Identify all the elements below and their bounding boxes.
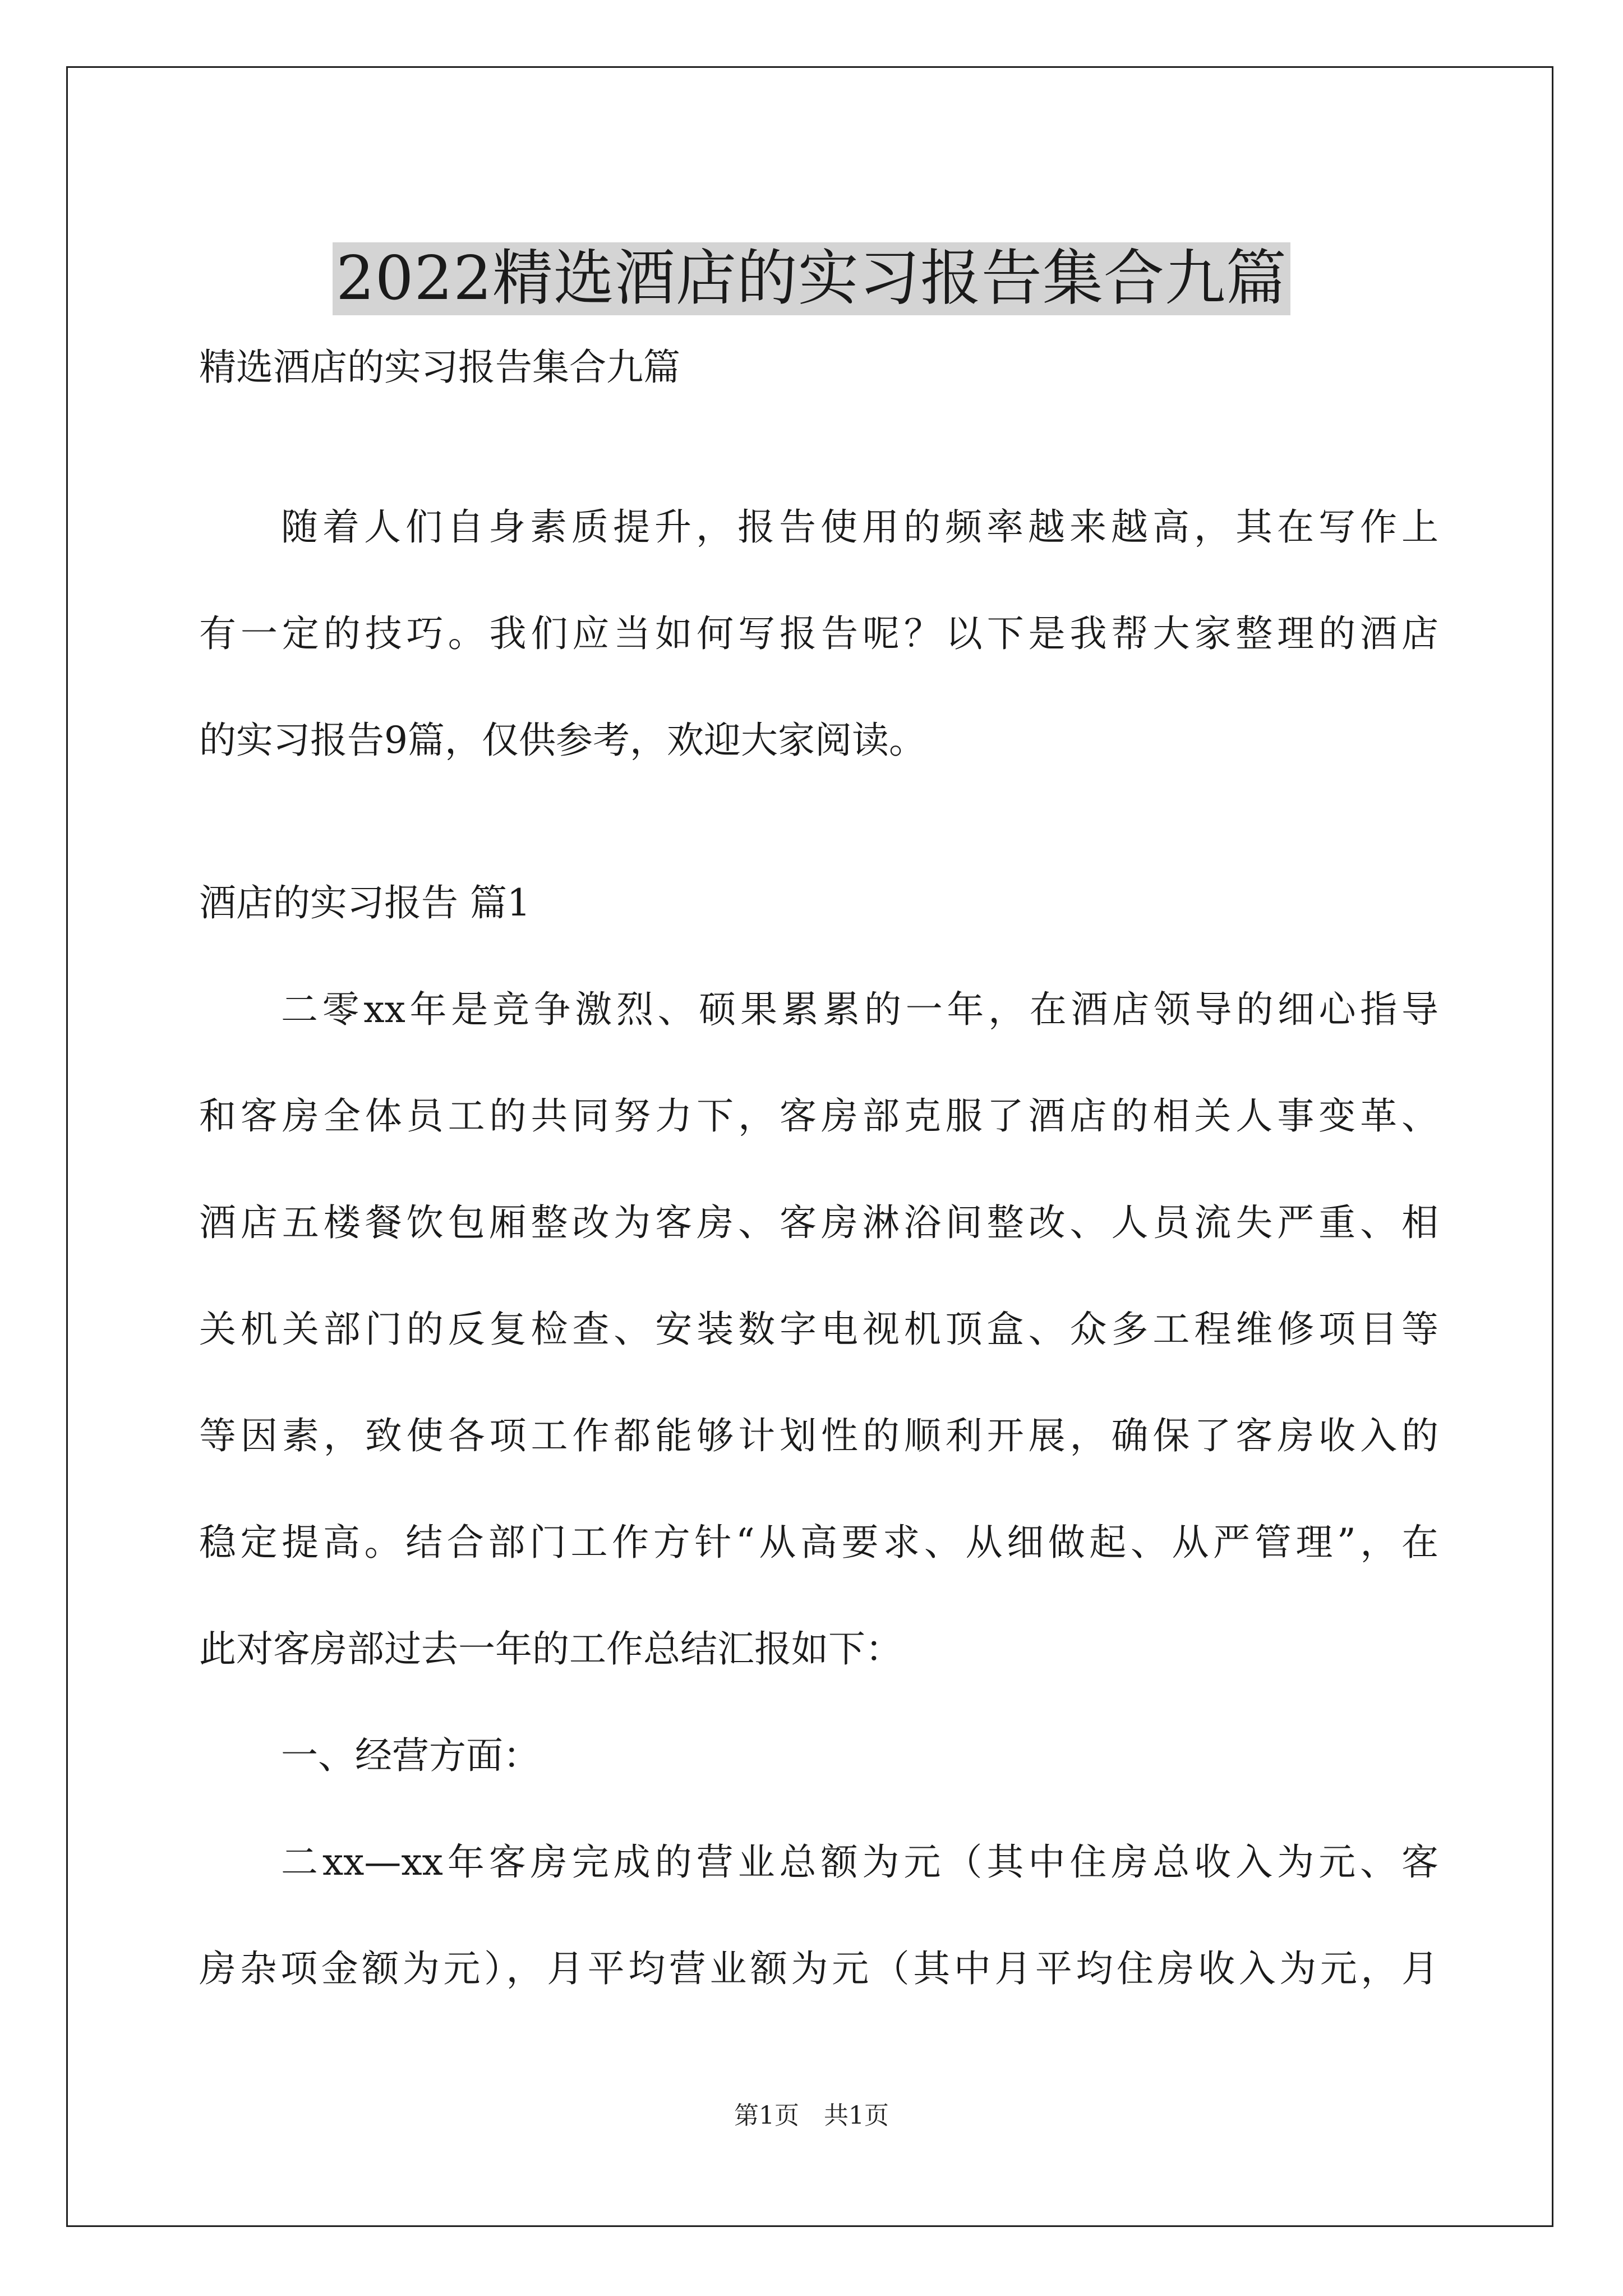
tail-line-2: 房杂项金额为元），月平均营业额为元（其中月平均住房收入为元，月 [199, 1947, 1438, 1990]
page-footer: 第1页 共1页 [734, 2101, 889, 2130]
intro-line-3: 的实习报告9篇，仅供参考，欢迎大家阅读。 [199, 719, 926, 762]
body-line-5: 等因素，致使各项工作都能够计划性的顺利开展，确保了客房收入的 [199, 1414, 1438, 1457]
body-line-7: 此对客房部过去一年的工作总结汇报如下： [199, 1627, 902, 1671]
section-heading: 酒店的实习报告 篇1 [199, 881, 531, 924]
body-line-6: 稳定提高。结合部门工作方针“从高要求、从细做起、从严管理”，在 [199, 1521, 1438, 1564]
body-line-2: 和客房全体员工的共同努力下，客房部克服了酒店的相关人事变革、 [199, 1094, 1438, 1138]
body-line-1: 二零xx年是竞争激烈、硕果累累的一年，在酒店领导的细心指导 [281, 988, 1438, 1031]
body-line-3: 酒店五楼餐饮包厢整改为客房、客房淋浴间整改、人员流失严重、相 [199, 1201, 1438, 1244]
sub-heading: 一、经营方面： [281, 1734, 540, 1777]
tail-line-1: 二xx—xx年客房完成的营业总额为元（其中住房总收入为元、客 [281, 1841, 1438, 1884]
intro-line-2: 有一定的技巧。我们应当如何写报告呢？以下是我帮大家整理的酒店 [199, 612, 1438, 655]
body-line-4: 关机关部门的反复检查、安装数字电视机顶盒、众多工程维修项目等 [199, 1308, 1438, 1351]
subtitle: 精选酒店的实习报告集合九篇 [199, 346, 680, 389]
document-title: 2022精选酒店的实习报告集合九篇 [333, 242, 1290, 315]
document-body [199, 314, 1438, 2022]
intro-line-1: 随着人们自身素质提升，报告使用的频率越来越高，其在写作上 [281, 505, 1438, 549]
